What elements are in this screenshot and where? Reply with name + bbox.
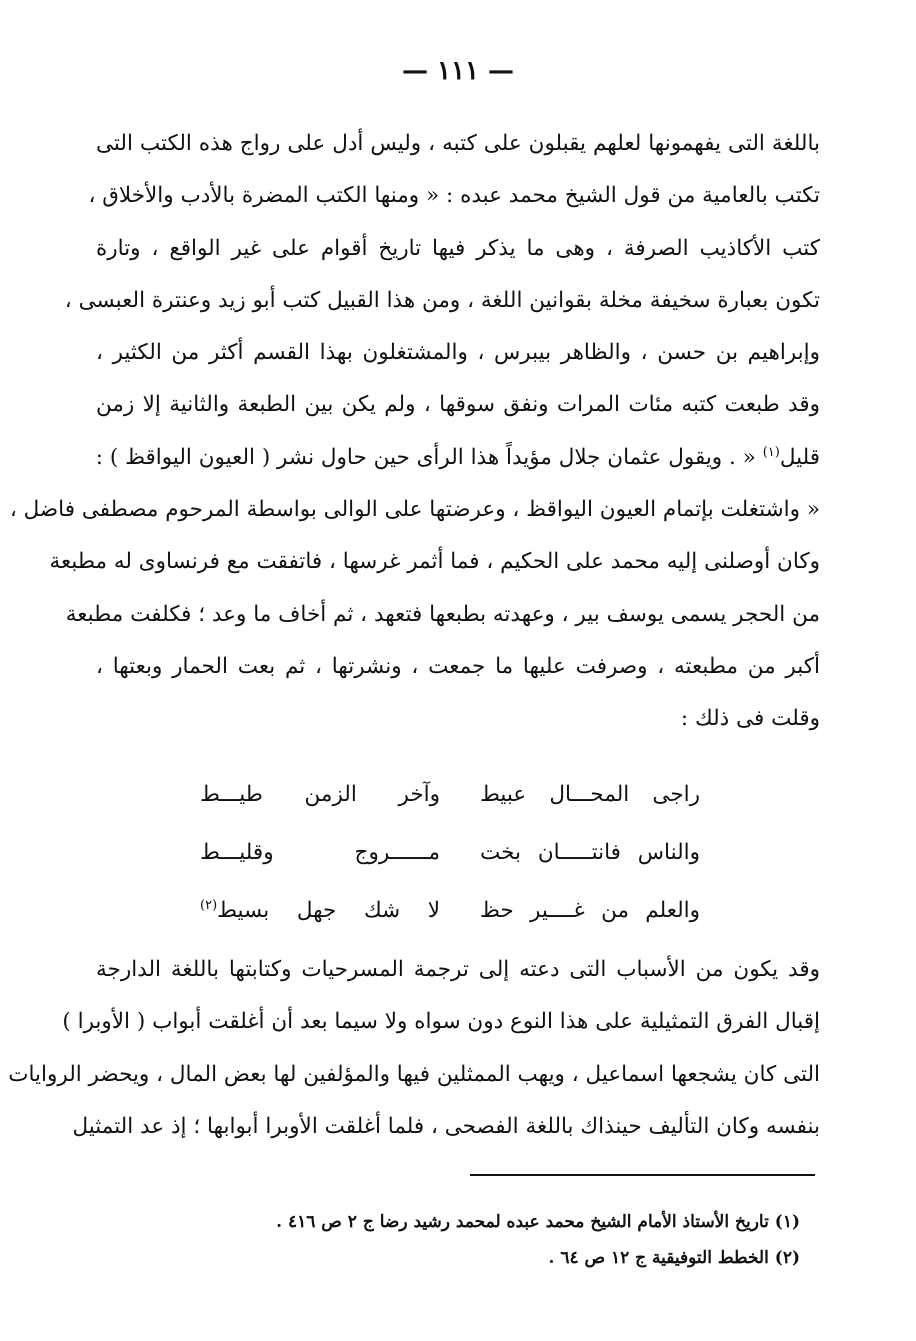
text-line: وقلت فى ذلك : <box>680 706 820 732</box>
text-line: باللغة التى يفهمونها لعلهم يقبلون على كتبه ، وليس أدل على رواج هذه الكتب التى <box>96 131 820 156</box>
verse-first-hemistich: والناس فانتـــــان بخت <box>480 840 700 865</box>
footnote-marker: (٢) <box>200 897 218 913</box>
text-line: أكبر من مطبعته ، وصرفت عليها ما جمعت ، ونشرتها ، ثم بعت الحمار وبعتها ، <box>96 653 820 679</box>
text-line: تكون بعبارة سخيفة مخلة بقوانين اللغة ، ومن هذا القبيل كتب أبو زيد وعنترة العبسى ، <box>64 287 820 313</box>
verse-second-hemistich: وآخر الزمن طيـــط <box>200 782 440 807</box>
footnote: (١) تاريخ الأستاذ الأمام الشيخ محمد عبده لمحمد رشيد رضا ج ٢ ص ٤١٦ . <box>276 1212 800 1232</box>
footnote: (٢) الخطط التوفيقية ج ١٢ ص ٦٤ . <box>548 1248 800 1268</box>
verse-first-hemistich: راجى المحـــال عبيط <box>480 782 700 807</box>
text-line: وقد طبعت كتبه مئات المرات ونفق سوقها ، ولم يكن بين الطبعة والثانية إلا زمن <box>96 392 820 418</box>
footnote-marker: (١) <box>762 444 780 460</box>
poem-verse <box>200 824 700 882</box>
footnotes <box>180 1204 800 1276</box>
page-number: — ١١١ — <box>401 56 515 86</box>
text-line: التى كان يشجعها اسماعيل ، ويهب الممثلين فيها والمؤلفين لها بعض المال ، ويحضر الروايات <box>8 1061 820 1087</box>
text-line: من الحجر يسمى يوسف بير ، وعهدته بطبعها فتعهد ، ثم أخاف ما وعد ؛ فكلفت مطبعة <box>65 601 820 627</box>
text-fragment: لا شك جهل بسيط <box>217 898 440 923</box>
poem-verse <box>200 882 700 940</box>
text-line: إقبال الفرق التمثيلية على هذا النوع دون سواه ولا سيما بعد أن أغلقت أبواب ( الأوبرا ) <box>62 1009 820 1035</box>
text-line: « واشتغلت بإتمام العيون اليواقظ ، وعرضتها على الوالى بواسطة المرحوم مصطفى فاضل ، <box>9 497 820 523</box>
text-line: بنفسه وكان التأليف حينذاك باللغة الفصحى ، فلما أغلقت الأوبرا أبوابها ؛ إذ عد التمثيل <box>72 1113 820 1139</box>
text-fragment: « . ويقول عثمان جلال مؤيداً هذا الرأى حين حاول نشر ( العيون اليواقظ ) : <box>95 444 756 470</box>
text-line-with-footnote <box>96 432 820 484</box>
text-line: كتب الأكاذيب الصرفة ، وهى ما يذكر فيها تاريخ أقوام على غير الواقع ، وتارة <box>96 235 820 261</box>
verse-second-hemistich: مــــــروج وقليـــط <box>200 840 440 865</box>
text-line: وكان أوصلنى إليه محمد على الحكيم ، فما أثمر غرسها ، فاتفقت مع فرنساوى له مطبعة <box>49 549 820 575</box>
poem <box>200 766 700 940</box>
verse-first-hemistich: والعلم من غــــير حظ <box>480 898 700 923</box>
text-line: وإبراهيم بن حسن ، والظاهر بيبرس ، والمشتغلون بهذا القسم أكثر من الكثير ، <box>96 340 820 366</box>
footnote-divider <box>470 1174 815 1176</box>
closing-text-block <box>8 944 820 1153</box>
verse-second-hemistich <box>200 882 440 940</box>
text-line: تكتب بالعامية من قول الشيخ محمد عبده : « ومنها الكتب المضرة بالأدب والأخلاق ، <box>88 183 820 209</box>
poem-verse <box>200 766 700 824</box>
main-text-block <box>9 118 820 746</box>
text-line: وقد يكون من الأسباب التى دعته إلى ترجمة المسرحيات وكتابتها باللغة الدارجة <box>96 957 820 982</box>
text-fragment: قليل <box>779 444 820 470</box>
